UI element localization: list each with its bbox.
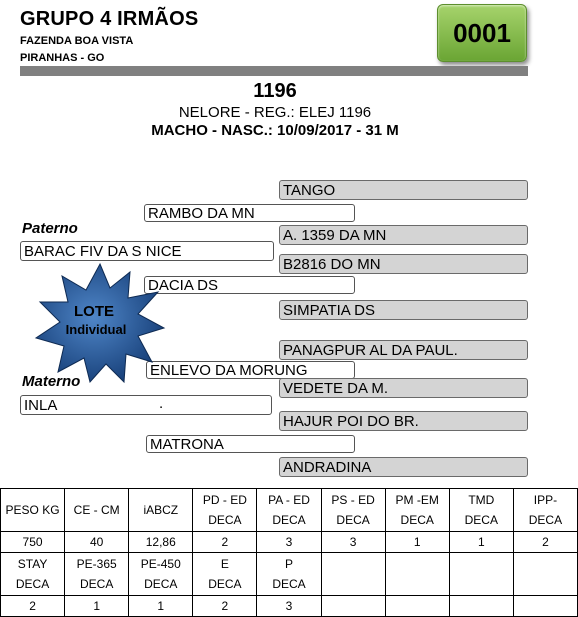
stats-header-text: DECA [528, 513, 563, 527]
animal-id: 1196 [253, 80, 297, 102]
stats-value-cell: 3 [321, 532, 385, 553]
header-divider [20, 66, 528, 76]
stats-header-text: DECA [400, 513, 434, 527]
stats-header-cell [129, 553, 193, 596]
stats-header-cell [449, 553, 513, 596]
stats-header-text: DECA [272, 577, 306, 591]
farm-name: FAZENDA BOA VISTA [20, 35, 134, 47]
badge-line1: LOTE [74, 303, 114, 320]
stats-value-cell: 3 [257, 532, 321, 553]
stats-header-text: PD - ED [202, 493, 247, 507]
stats-table [0, 488, 578, 617]
stats-value-cell: 2 [193, 596, 257, 617]
stats-header-cell [65, 489, 129, 532]
pedigree-dd-sire: HAJUR POI DO BR. [279, 411, 528, 431]
pedigree-ds-dam: VEDETE DA M. [279, 378, 528, 398]
stats-value-cell [449, 596, 513, 617]
badge-line2: Individual [65, 322, 127, 337]
stats-value-row-1 [1, 532, 578, 553]
stats-header-cell [193, 553, 257, 596]
stats-value-cell: 1 [65, 596, 129, 617]
pedigree-ss-sire: TANGO [279, 180, 528, 200]
stats-value-cell: 12,86 [129, 532, 193, 553]
pedigree-dam [20, 395, 272, 415]
stats-header-row-1 [1, 489, 578, 532]
maternal-label: Materno [22, 373, 81, 390]
stats-value-cell [513, 596, 577, 617]
pedigree-dam-dam: MATRONA [146, 435, 355, 453]
stats-header-text: E [220, 557, 229, 571]
stats-header-cell [449, 489, 513, 532]
stats-header-text: DECA [208, 513, 242, 527]
stats-header-text: DECA [336, 513, 370, 527]
lot-number-badge: 0001 [437, 4, 527, 62]
pedigree-dam-sire: ENLEVO DA MORUNG [146, 361, 355, 379]
paternal-label: Paterno [22, 220, 78, 237]
pedigree-ss-dam: A. 1359 DA MN [279, 225, 528, 245]
stats-header-text: IPP- [533, 493, 558, 507]
farm-group-title: GRUPO 4 IRMÃOS [20, 8, 199, 30]
stats-header-cell [385, 553, 449, 596]
pedigree-ds-sire: PANAGPUR AL DA PAUL. [279, 340, 528, 360]
stats-header-text: DECA [79, 577, 114, 591]
stats-header-row-2 [1, 553, 578, 596]
stats-header-text: PS - ED [331, 493, 375, 507]
pedigree-sire: BARAC FIV DA S NICE [20, 241, 274, 261]
stats-value-cell: 3 [257, 596, 321, 617]
stats-header-text: DECA [15, 577, 50, 591]
stats-header-cell [321, 553, 385, 596]
stats-value-cell: 2 [193, 532, 257, 553]
stats-value-cell: 1 [385, 532, 449, 553]
stats-header-text: DECA [272, 513, 306, 527]
stats-header-cell [385, 489, 449, 532]
stats-header-text: PE-450 [140, 557, 181, 571]
stats-header-cell [1, 553, 65, 596]
pedigree-sd-sire: B2816 DO MN [279, 254, 528, 274]
lote-individual-badge [34, 262, 166, 384]
stats-header-text: iABCZ [143, 503, 179, 517]
breed-registration: NELORE - REG.: ELEJ 1196 [178, 104, 372, 121]
stats-value-cell: 2 [513, 532, 577, 553]
stats-value-cell: 2 [1, 596, 65, 617]
stats-header-text: P [284, 557, 293, 571]
stats-header-text: PE-365 [76, 557, 117, 571]
stats-header-cell [513, 489, 577, 532]
stats-header-text: TMD [468, 493, 495, 507]
pedigree-dam-name: INLA [24, 397, 58, 414]
pedigree-dd-dam: ANDRADINA [279, 457, 528, 477]
stats-header-text: PESO KG [5, 503, 60, 517]
stats-header-text: STAY [17, 557, 48, 571]
stats-header-cell [1, 489, 65, 532]
stats-value-cell: 40 [65, 532, 129, 553]
stats-value-cell [321, 596, 385, 617]
stats-header-text: DECA [464, 513, 498, 527]
stats-header-cell [257, 553, 321, 596]
stats-header-cell [65, 553, 129, 596]
stats-header-cell [257, 489, 321, 532]
stats-value-cell: 1 [449, 532, 513, 553]
farm-location: PIRANHAS - GO [20, 52, 105, 64]
pedigree-sd-dam: SIMPATIA DS [279, 300, 528, 320]
stats-header-cell [321, 489, 385, 532]
stats-header-text: DECA [208, 577, 242, 591]
stats-header-cell [513, 553, 577, 596]
pedigree-sire-sire: RAMBO DA MN [144, 204, 355, 222]
stats-header-text: DECA [144, 577, 178, 591]
stats-value-cell: 750 [1, 532, 65, 553]
stats-header-text: PM -EM [395, 493, 439, 507]
pedigree-dam-mark: . [159, 395, 164, 412]
sex-birth-date: MACHO - NASC.: 10/09/2017 - 31 M [151, 122, 399, 139]
stats-value-row-2 [1, 596, 578, 617]
stats-header-text: CE - CM [73, 503, 120, 517]
stats-value-cell: 1 [129, 596, 193, 617]
stats-header-text: PA - ED [268, 493, 310, 507]
stats-header-cell [129, 489, 193, 532]
stats-header-cell [193, 489, 257, 532]
stats-value-cell [385, 596, 449, 617]
pedigree-sire-dam: DACIA DS [144, 276, 355, 294]
